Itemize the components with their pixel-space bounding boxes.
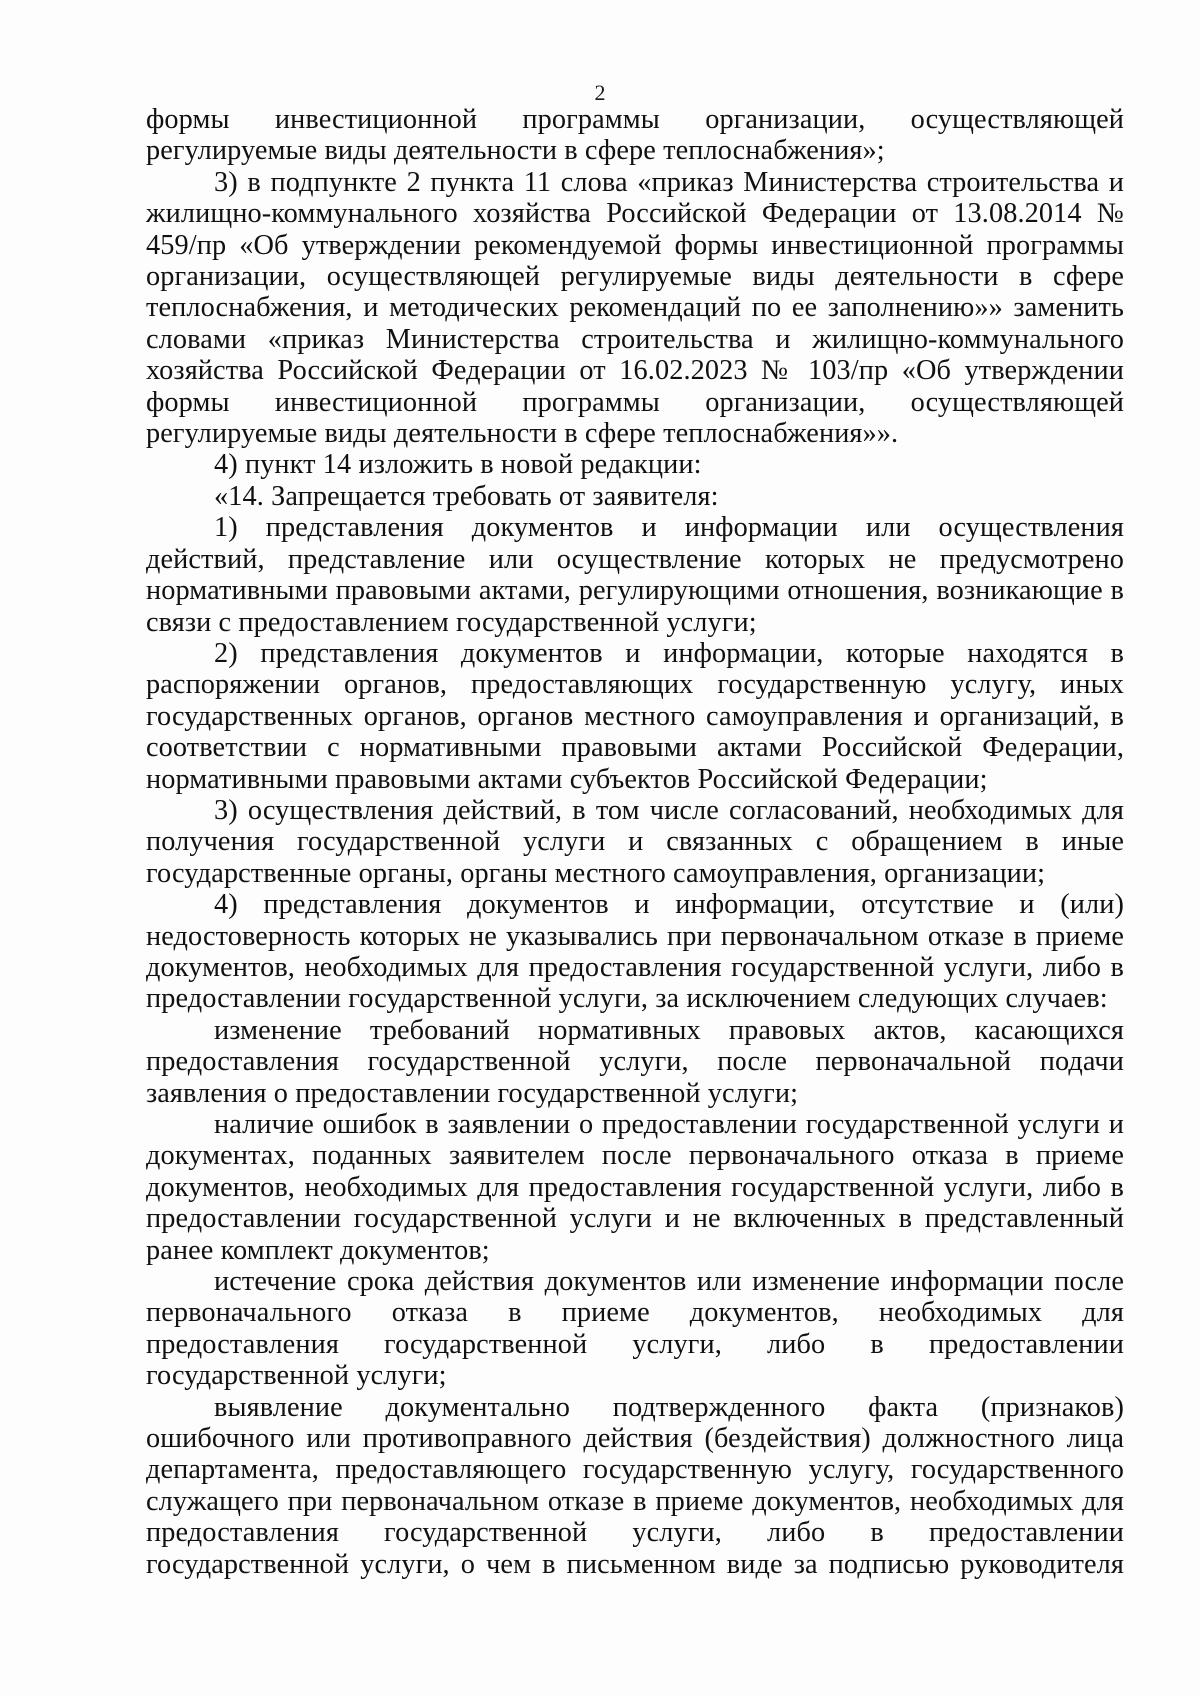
- paragraph-subitem-3: 3) осуществления действий, в том числе согласований, необходимых для получения государственной услуги и связанных с обращением в иные государственные органы, органы местного самоуправления, организации;: [146, 794, 1124, 889]
- paragraph-item-3: 3) в подпункте 2 пункта 11 слова «приказ Министерства строительства и жилищно-коммунального хозяйства Российской Федерации от 13.08.2014 № 459/пр «Об утверждении рекомендуемой формы инвестиционной программы организации, осуществляющей регулируемые виды деятельности в сфере теплоснабжения, и методических рекомендаций по ее заполнению»» заменить словами «приказ Министерства строительства и жилищно-коммунального хозяйства Российской Федерации от 16.02.2023 № 103/пр «Об утверждении формы инвестиционной программы организации, осуществляющей регулируемые виды деятельности в сфере теплоснабжения»».: [146, 166, 1124, 450]
- paragraph-subitem-2: 2) представления документов и информации, которые находятся в распоряжении органов, предоставляющих государственную услугу, иных государственных органов, органов местного самоуправления и организаций, в соответствии с нормативными правовыми актами Российской Федерации, нормативными правовыми актами субъектов Российской Федерации;: [146, 637, 1124, 795]
- paragraph-continuation: формы инвестиционной программы организации, осуществляющей регулируемые виды деятельности в сфере теплоснабжения»;: [146, 104, 1124, 167]
- document-body: [146, 104, 1124, 1580]
- paragraph-subitem-1: 1) представления документов и информации или осуществления действий, представление или осуществление которых не предусмотрено нормативными правовыми актами, регулирующими отношения, возникающие в связи с предоставлением государственной услуги;: [146, 512, 1124, 638]
- paragraph-item-4: 4) пункт 14 изложить в новой редакции:: [214, 449, 702, 481]
- paragraph-subitem-4: 4) представления документов и информации, отсутствие и (или) недостоверность которых не указывались при первоначальном отказе в приеме документов, необходимых для предоставления государственной услуги, либо в предоставлении государственной услуги, за исключением следующих случаев:: [146, 889, 1124, 1015]
- paragraph-point-14: «14. Запрещается требовать от заявителя:: [214, 480, 719, 512]
- paragraph-case-expiry: истечение срока действия документов или изменение информации после первоначального отказа в приеме документов, необходимых для предоставления государственной услуги, либо в предоставлении государственной услуги;: [146, 1266, 1124, 1392]
- page-number: 2: [594, 80, 606, 105]
- paragraph-case-errors: наличие ошибок в заявлении о предоставлении государственной услуги и документах, поданных заявителем после первоначального отказа в приеме документов, необходимых для предоставления государственной услуги, либо в предоставлении государственной услуги и не включенных в представленный ранее комплект документов;: [146, 1109, 1124, 1266]
- paragraph-case-requirements-change: изменение требований нормативных правовых актов, касающихся предоставления государственной услуги, после первоначальной подачи заявления о предоставлении государственной услуги;: [146, 1014, 1124, 1109]
- paragraph-case-misconduct: выявление документально подтвержденного факта (признаков) ошибочного или противоправного действия (бездействия) должностного лица департамента, предоставляющего государственную услугу, государственного служащего при первоначальном отказе в приеме документов, необходимых для предоставления государственной услуги, либо в предоставлении государственной услуги, о чем в письменном виде за подписью руководителя: [146, 1391, 1124, 1580]
